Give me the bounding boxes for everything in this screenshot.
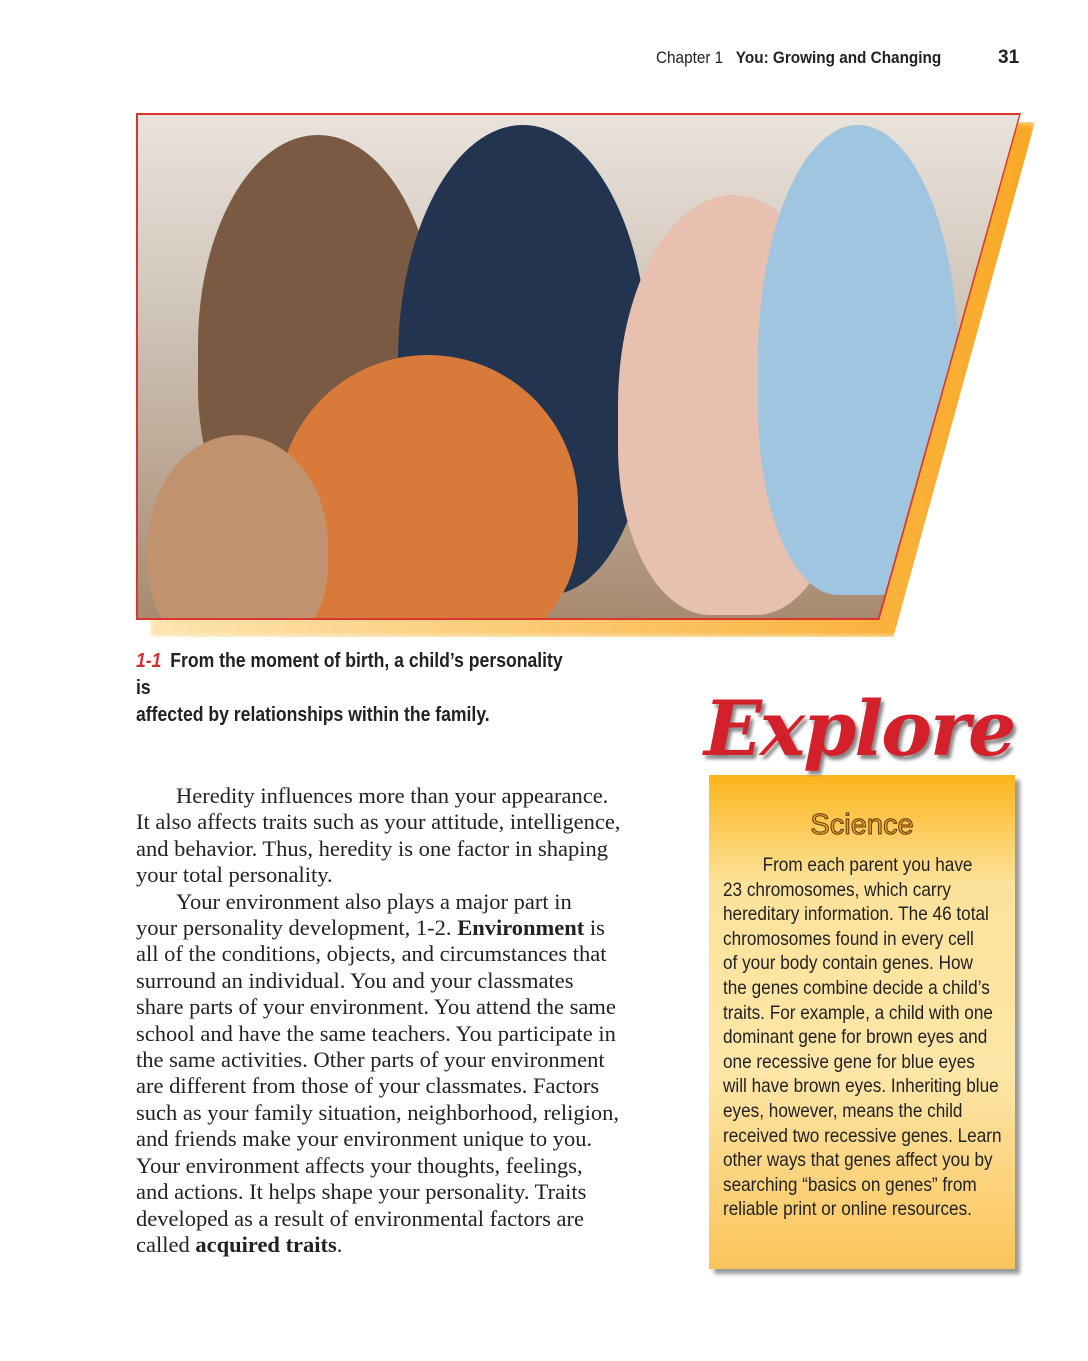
sidebar-line: dominant gene for brown eyes and [723, 1026, 988, 1049]
explore-sidebar [709, 775, 1015, 1269]
sidebar-line: the genes combine decide a child’s [723, 976, 990, 999]
text-line: school and have the same teachers. You participate in [136, 1020, 616, 1046]
sidebar-line: received two recessive genes. Learn [723, 1124, 1002, 1147]
text-line: Heredity influences more than your appearance. [176, 783, 609, 808]
sidebar-subject: Science [810, 809, 914, 841]
text-line: and actions. It helps shape your personality. Traits [136, 1179, 587, 1205]
sidebar-line: 23 chromosomes, which carry [723, 878, 951, 901]
text-line: are different from those of your classmates. Factors [136, 1073, 600, 1099]
text-line [136, 915, 681, 941]
term-acquired-traits: acquired traits [195, 1231, 337, 1257]
chapter-title: You: Growing and Changing [735, 48, 942, 67]
running-header [656, 48, 941, 68]
sidebar-line: will have brown eyes. Inheriting blue [723, 1075, 999, 1098]
text-line: Your environment affects your thoughts, feelings, [136, 1152, 583, 1178]
text-line: the same activities. Other parts of your environment [136, 1047, 605, 1073]
chapter-label: Chapter 1 [656, 48, 724, 67]
text-line: and friends make your environment unique to you. [136, 1126, 593, 1152]
caption-line: From the moment of birth, a child’s personality is [136, 650, 563, 699]
text-line: It also affects traits such as your attitude, intelligence, [136, 809, 621, 835]
text-line: all of the conditions, objects, and circumstances that [136, 941, 607, 967]
sidebar-line: reliable print or online resources. [723, 1198, 972, 1221]
sidebar-line: of your body contain genes. How [723, 952, 973, 975]
sidebar-line: one recessive gene for blue eyes [723, 1050, 975, 1073]
sidebar-text [723, 853, 1002, 1222]
caption-line: affected by relationships within the family. [136, 704, 490, 726]
body-text [136, 783, 681, 1258]
figure-caption [136, 648, 576, 729]
text-span: . [336, 1231, 343, 1257]
sidebar-line: chromosomes found in every cell [723, 927, 974, 950]
text-line: developed as a result of environmental factors are [136, 1205, 584, 1231]
family-photo [136, 113, 1021, 620]
text-line: your total personality. [136, 862, 333, 888]
text-line: surround an individual. You and your classmates [136, 967, 574, 993]
text-line: share parts of your environment. You attend the same [136, 994, 616, 1020]
sidebar-line: traits. For example, a child with one [723, 1001, 993, 1024]
text-line: such as your family situation, neighborhood, religion, [136, 1099, 620, 1125]
text-line [136, 1232, 681, 1258]
sidebar-line: From each parent you have [762, 854, 973, 876]
text-line: Your environment also plays a major part in [176, 888, 572, 914]
text-line: and behavior. Thus, heredity is one factor in shaping [136, 835, 608, 861]
sidebar-line: eyes, however, means the child [723, 1099, 963, 1122]
text-span: called [136, 1231, 196, 1257]
text-span: your personality development, 1-2. [136, 915, 458, 941]
sidebar-line: searching “basics on genes” from [723, 1173, 977, 1196]
sidebar-line: hereditary information. The 46 total [723, 903, 989, 926]
page-number: 31 [998, 47, 1020, 68]
text-span: is [584, 915, 605, 941]
sidebar-line: other ways that genes affect you by [723, 1149, 993, 1172]
explore-logo: Explore [704, 684, 1015, 773]
term-environment: Environment [457, 915, 585, 941]
figure-number: 1-1 [136, 650, 162, 672]
